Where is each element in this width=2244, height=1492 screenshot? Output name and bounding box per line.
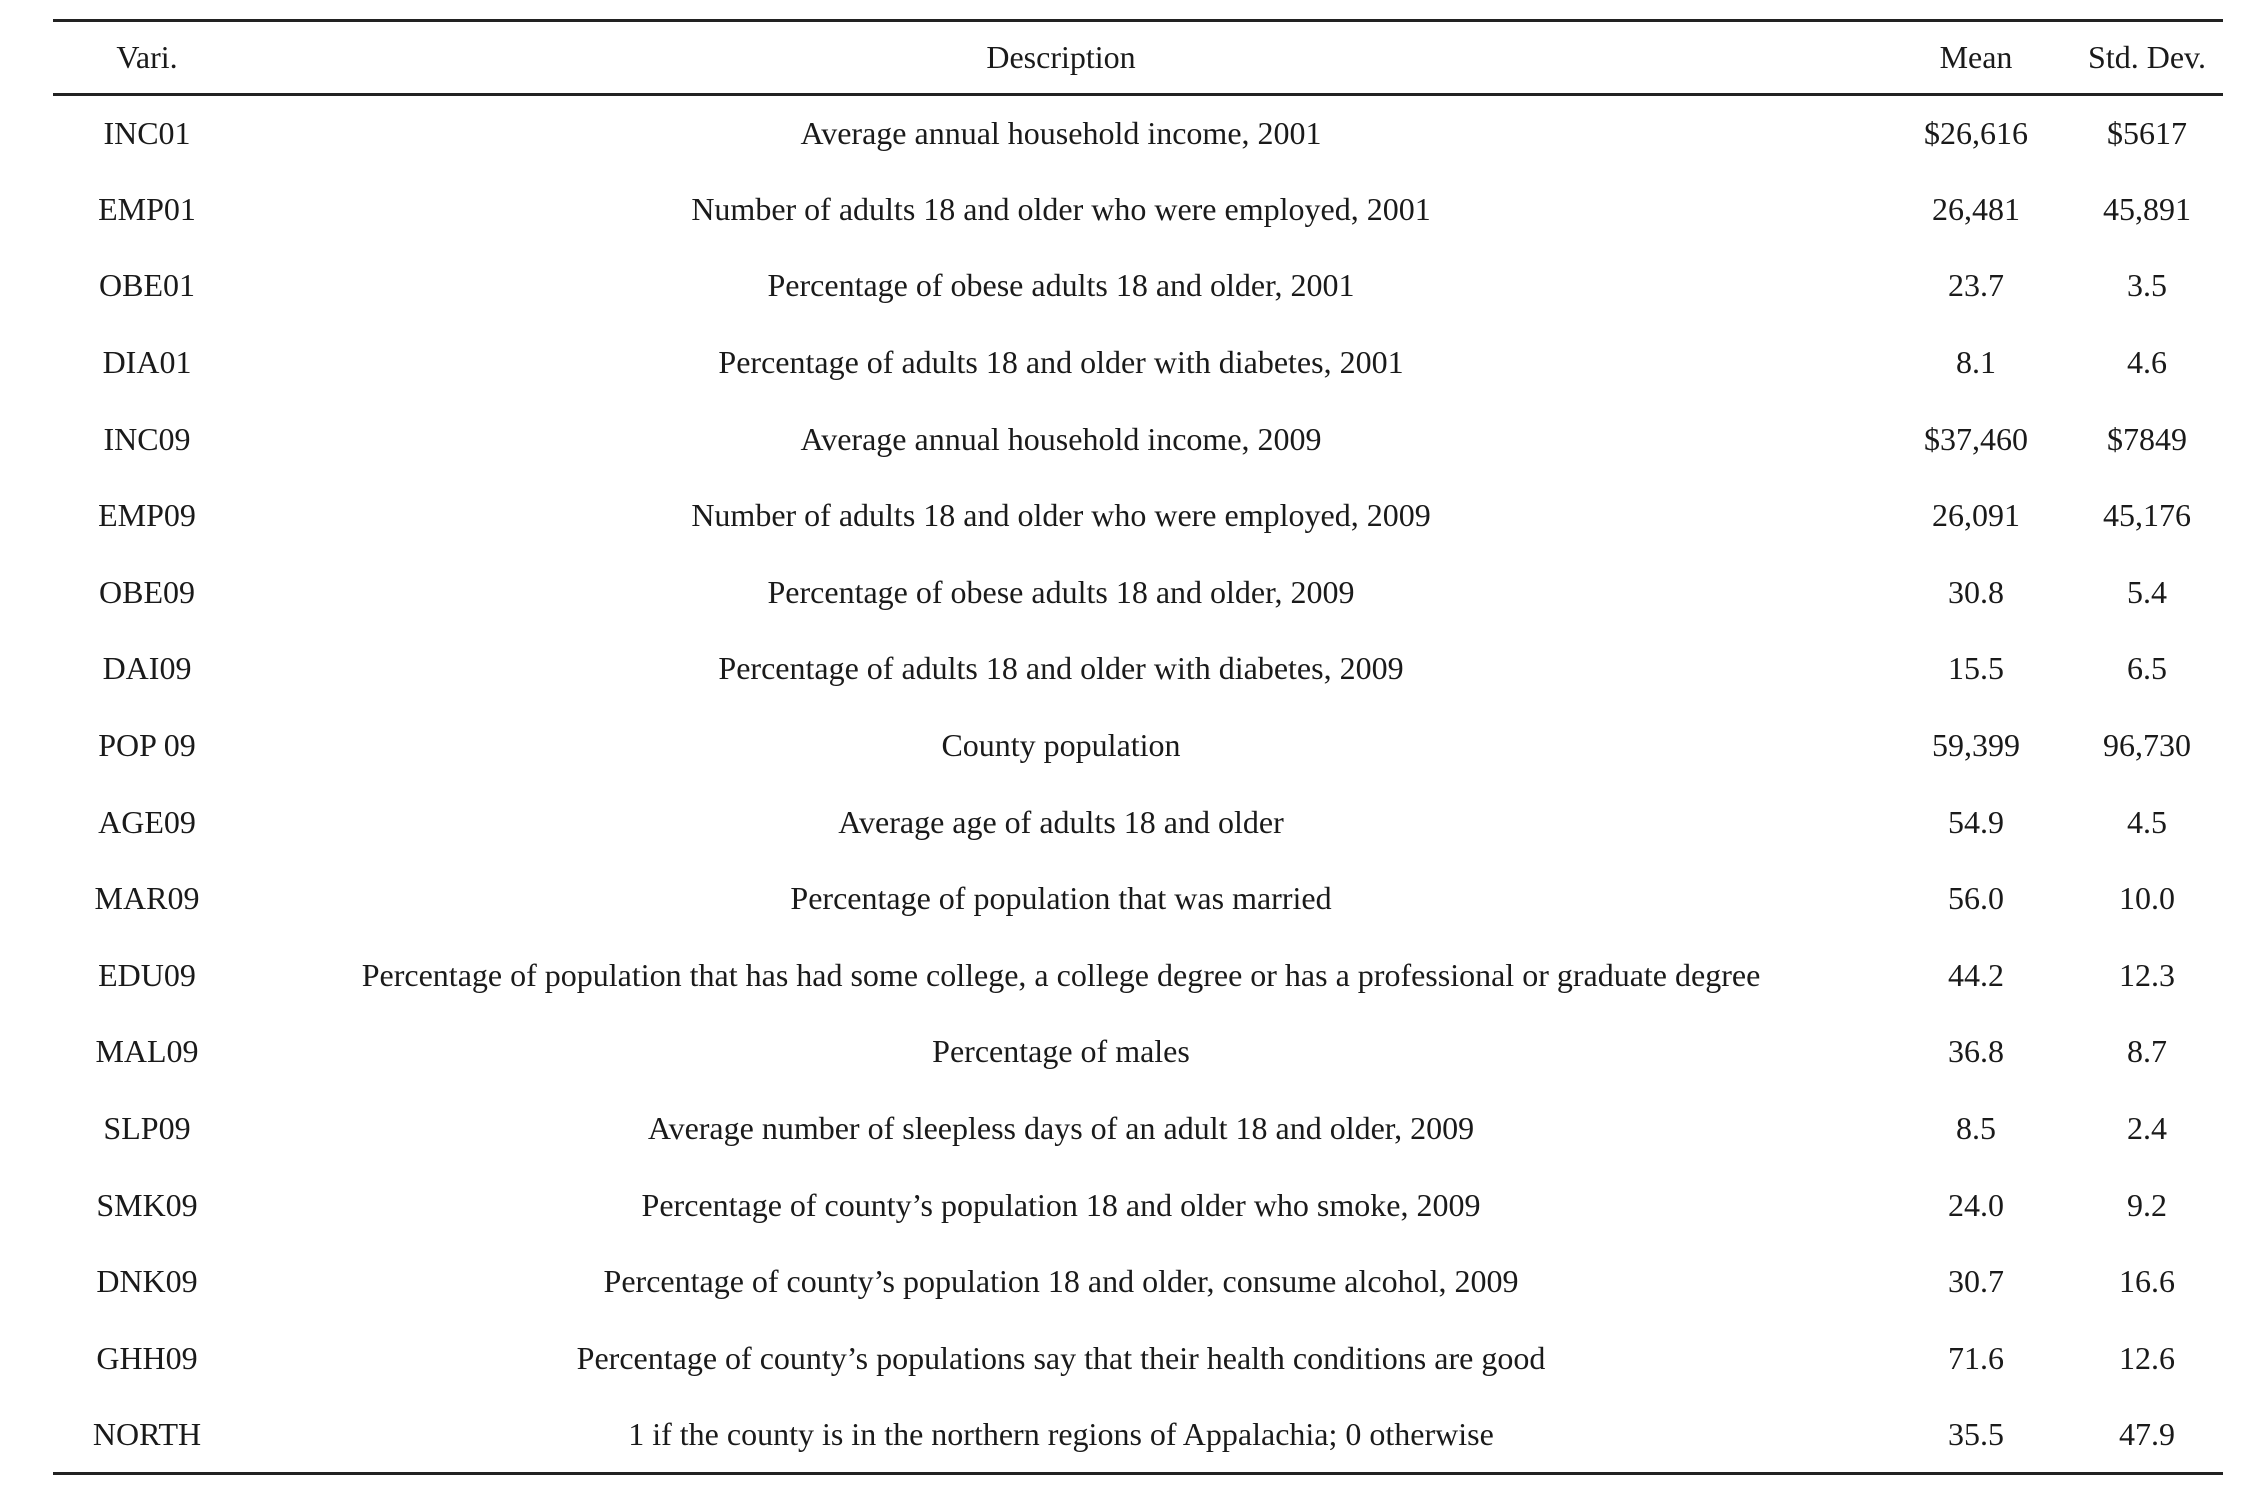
cell-mean: 36.8 <box>1948 1033 2004 1070</box>
cell-variable: MAL09 <box>95 1033 199 1070</box>
cell-mean: 30.8 <box>1948 573 2004 610</box>
cell-description: 1 if the county is in the northern regions of Appalachia; 0 otherwise <box>241 1397 1881 1474</box>
cell-description: Percentage of population that was married <box>790 880 1332 917</box>
cell-std-dev: $5617 <box>2107 115 2187 152</box>
summary-statistics-table <box>53 19 2223 1475</box>
table-row <box>53 707 2223 784</box>
cell-std-dev: 12.3 <box>2119 956 2175 993</box>
cell-std-dev: 6.5 <box>2127 650 2167 687</box>
cell-description: Percentage of adults 18 and older with diabetes, 2001 <box>718 344 1404 381</box>
table-row <box>53 554 2223 631</box>
cell-std-dev: 96,730 <box>2103 727 2191 764</box>
cell-description: Number of adults 18 and older who were employed, 2009 <box>691 497 1431 534</box>
table-row <box>53 171 2223 248</box>
cell-mean: 56.0 <box>1948 880 2004 917</box>
cell-mean: 59,399 <box>1932 727 2020 764</box>
header-mean: Mean <box>1881 21 2071 95</box>
cell-description: Average number of sleepless days of an adult 18 and older, 2009 <box>647 1110 1475 1147</box>
cell-mean: 24.0 <box>1948 1186 2004 1223</box>
cell-variable: INC01 <box>103 115 191 152</box>
header-variable: Vari. <box>53 21 241 95</box>
cell-description: Average annual household income, 2001 <box>800 115 1322 152</box>
cell-description: Average annual household income, 2009 <box>800 420 1322 457</box>
cell-variable: INC09 <box>103 420 191 457</box>
cell-std-dev: 45,891 <box>2103 190 2191 227</box>
table-row <box>53 631 2223 708</box>
cell-std-dev: 12.6 <box>2119 1339 2175 1376</box>
cell-std-dev: 45,176 <box>2103 497 2191 534</box>
table-row <box>53 1167 2223 1244</box>
cell-mean: 35.5 <box>1881 1397 2071 1474</box>
cell-description: Number of adults 18 and older who were employed, 2001 <box>691 190 1431 227</box>
cell-mean: 44.2 <box>1948 956 2004 993</box>
cell-std-dev: 3.5 <box>2127 267 2167 304</box>
cell-variable: DIA01 <box>102 344 192 381</box>
table-row <box>53 1243 2223 1320</box>
cell-description: County population <box>941 727 1181 764</box>
table-row <box>53 784 2223 861</box>
table-row <box>53 1014 2223 1091</box>
cell-variable: SMK09 <box>96 1186 198 1223</box>
cell-std-dev: 9.2 <box>2127 1186 2167 1223</box>
header-description: Description <box>241 21 1881 95</box>
header-row <box>53 21 2223 95</box>
table-row <box>53 248 2223 325</box>
table-row <box>53 1320 2223 1397</box>
cell-variable: NORTH <box>53 1397 241 1474</box>
cell-variable: OBE01 <box>99 267 195 304</box>
cell-variable: DNK09 <box>96 1263 198 1300</box>
cell-variable: GHH09 <box>96 1339 198 1376</box>
cell-variable: AGE09 <box>98 803 196 840</box>
cell-mean: $26,616 <box>1924 115 2028 152</box>
cell-mean: 30.7 <box>1948 1263 2004 1300</box>
cell-description: Percentage of adults 18 and older with diabetes, 2009 <box>718 650 1404 687</box>
cell-std-dev: 10.0 <box>2119 880 2175 917</box>
table-row <box>53 937 2223 1014</box>
cell-std-dev: 47.9 <box>2071 1397 2223 1474</box>
cell-variable: MAR09 <box>94 880 200 917</box>
cell-mean: 54.9 <box>1948 803 2004 840</box>
cell-variable: OBE09 <box>99 573 195 610</box>
table-row <box>53 477 2223 554</box>
table-header <box>53 21 2223 95</box>
table-row <box>53 1397 2223 1474</box>
cell-variable: DAI09 <box>102 650 192 687</box>
cell-mean: 8.1 <box>1956 344 1996 381</box>
cell-std-dev: 4.5 <box>2127 803 2167 840</box>
cell-description: Percentage of population that has had some college, a college degree or has a professional or graduate degree <box>361 956 1761 993</box>
cell-mean: 8.5 <box>1956 1110 1996 1147</box>
cell-mean: 23.7 <box>1948 267 2004 304</box>
table-row <box>53 1090 2223 1167</box>
cell-description: Percentage of obese adults 18 and older, 2009 <box>767 573 1355 610</box>
table-row <box>53 860 2223 937</box>
cell-mean: $37,460 <box>1924 420 2028 457</box>
cell-variable: SLP09 <box>103 1110 191 1147</box>
cell-variable: EDU09 <box>98 956 196 993</box>
cell-std-dev: 4.6 <box>2127 344 2167 381</box>
table-row <box>53 324 2223 401</box>
table-body <box>53 95 2223 1474</box>
cell-std-dev: 5.4 <box>2127 573 2167 610</box>
cell-mean: 26,091 <box>1932 497 2020 534</box>
cell-variable: EMP01 <box>98 190 196 227</box>
cell-std-dev: 16.6 <box>2119 1263 2175 1300</box>
cell-description: Percentage of county’s population 18 and older, consume alcohol, 2009 <box>603 1263 1519 1300</box>
cell-description: Percentage of males <box>932 1033 1190 1070</box>
cell-mean: 15.5 <box>1948 650 2004 687</box>
cell-std-dev: $7849 <box>2107 420 2187 457</box>
cell-description: Percentage of county’s population 18 and older who smoke, 2009 <box>641 1186 1481 1223</box>
cell-mean: 26,481 <box>1932 190 2020 227</box>
cell-description: Average age of adults 18 and older <box>838 803 1284 840</box>
header-std-dev: Std. Dev. <box>2071 21 2223 95</box>
table-row <box>53 401 2223 478</box>
cell-variable: EMP09 <box>98 497 196 534</box>
cell-std-dev: 2.4 <box>2127 1110 2167 1147</box>
cell-variable: POP 09 <box>98 727 196 764</box>
cell-description: Percentage of obese adults 18 and older, 2001 <box>767 267 1355 304</box>
cell-std-dev: 8.7 <box>2127 1033 2167 1070</box>
cell-mean: 71.6 <box>1948 1339 2004 1376</box>
table-row <box>53 95 2223 172</box>
cell-description: Percentage of county’s populations say that their health conditions are good <box>576 1339 1546 1376</box>
